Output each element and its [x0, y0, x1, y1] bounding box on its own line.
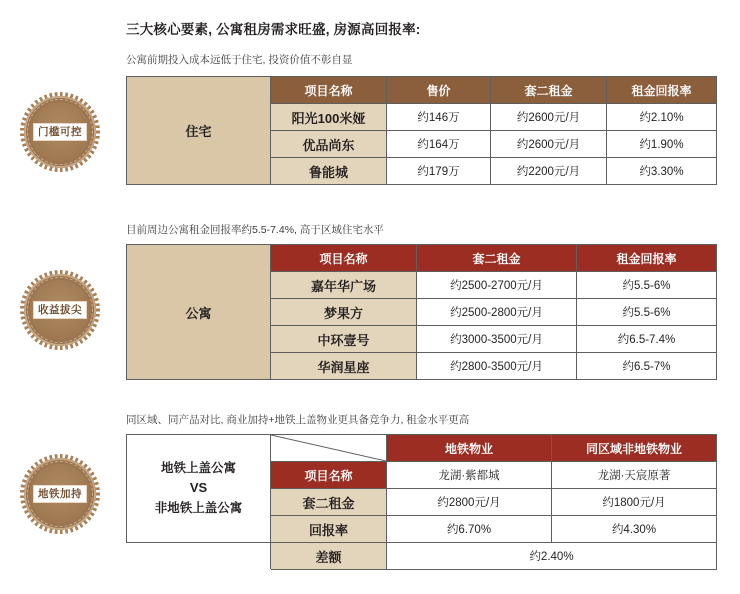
column-header: 租金回报率 — [607, 77, 717, 104]
cell-price: 约146万 — [387, 104, 491, 131]
seal-badge-metro — [24, 458, 96, 530]
empty-cell — [127, 543, 271, 570]
cell-rent: 约2800-3500元/月 — [417, 353, 577, 380]
note-metro: 同区域、同产品对比, 商业加持+地铁上盖物业更具备竞争力, 租金水平更高 — [126, 414, 470, 426]
row-label-project-name: 项目名称 — [271, 462, 387, 489]
page-title: 三大核心要素, 公寓租房需求旺盛, 房源高回报率: — [126, 22, 421, 37]
cell-diff-value: 约2.40% — [387, 543, 717, 570]
comparison-label — [127, 435, 271, 543]
column-header: 套二租金 — [417, 245, 577, 272]
cell-project-name: 华润星座 — [271, 353, 417, 380]
seal-badge-returns — [24, 274, 96, 346]
cell-non-metro-rent: 约1800元/月 — [552, 489, 717, 516]
cell-rent: 约2500-2700元/月 — [417, 272, 577, 299]
column-header-metro: 地铁物业 — [387, 435, 552, 462]
table-row-header — [127, 435, 717, 462]
seal-label: 门槛可控 — [34, 124, 86, 141]
row-label-yield: 回报率 — [271, 516, 387, 543]
table-row-header — [127, 245, 717, 272]
column-header: 项目名称 — [271, 77, 387, 104]
cell-project-name: 鲁能城 — [271, 158, 387, 185]
comparison-label-line2: 非地铁上盖公寓 — [154, 500, 243, 515]
cell-rent: 约2200元/月 — [491, 158, 607, 185]
cell-project-name: 梦果方 — [271, 299, 417, 326]
seal-label: 地铁加持 — [34, 486, 86, 503]
table-row-diff — [127, 543, 717, 570]
seal-label: 收益拔尖 — [34, 302, 86, 319]
cell-yield: 约3.30% — [607, 158, 717, 185]
cell-project-name: 优品尚东 — [271, 131, 387, 158]
cell-non-metro-project: 龙湖·天宸原著 — [552, 462, 717, 489]
cell-yield: 约6.5-7% — [577, 353, 717, 380]
column-header: 租金回报率 — [577, 245, 717, 272]
cell-project-name: 阳光100米娅 — [271, 104, 387, 131]
cell-rent: 约2500-2800元/月 — [417, 299, 577, 326]
row-label-rent: 套二租金 — [271, 489, 387, 516]
diagonal-corner-cell — [271, 435, 387, 462]
cell-metro-rent: 约2800元/月 — [387, 489, 552, 516]
cell-metro-yield: 约6.70% — [387, 516, 552, 543]
row-label-diff: 差额 — [271, 543, 387, 570]
seal-badge-threshold — [24, 96, 96, 168]
cell-rent: 约2600元/月 — [491, 131, 607, 158]
cell-price: 约164万 — [387, 131, 491, 158]
table-metro-comparison — [126, 434, 717, 570]
table-apartment — [126, 244, 717, 380]
note-yield: 目前周边公寓租金回报率约5.5-7.4%, 高于区域住宅水平 — [126, 224, 384, 236]
note-affordability: 公寓前期投入成本远低于住宅, 投资价值不彰自显 — [126, 54, 353, 66]
table-row-header — [127, 77, 717, 104]
column-header: 套二租金 — [491, 77, 607, 104]
cell-rent: 约2600元/月 — [491, 104, 607, 131]
cell-yield: 约5.5-6% — [577, 299, 717, 326]
cell-yield: 约6.5-7.4% — [577, 326, 717, 353]
comparison-label-line1: 地铁上盖公寓 — [160, 460, 236, 475]
column-header-non-metro: 同区域非地铁物业 — [552, 435, 717, 462]
category-label-apartment: 公寓 — [127, 245, 271, 380]
column-header: 项目名称 — [271, 245, 417, 272]
category-label-residential: 住宅 — [127, 77, 271, 185]
cell-non-metro-yield: 约4.30% — [552, 516, 717, 543]
cell-project-name: 嘉年华广场 — [271, 272, 417, 299]
cell-yield: 约5.5-6% — [577, 272, 717, 299]
table-residential — [126, 76, 717, 185]
cell-rent: 约3000-3500元/月 — [417, 326, 577, 353]
cell-metro-project: 龙湖·紫都城 — [387, 462, 552, 489]
cell-project-name: 中环壹号 — [271, 326, 417, 353]
cell-price: 约179万 — [387, 158, 491, 185]
cell-yield: 约1.90% — [607, 131, 717, 158]
column-header: 售价 — [387, 77, 491, 104]
comparison-label-vs: VS — [189, 480, 208, 496]
cell-yield: 约2.10% — [607, 104, 717, 131]
